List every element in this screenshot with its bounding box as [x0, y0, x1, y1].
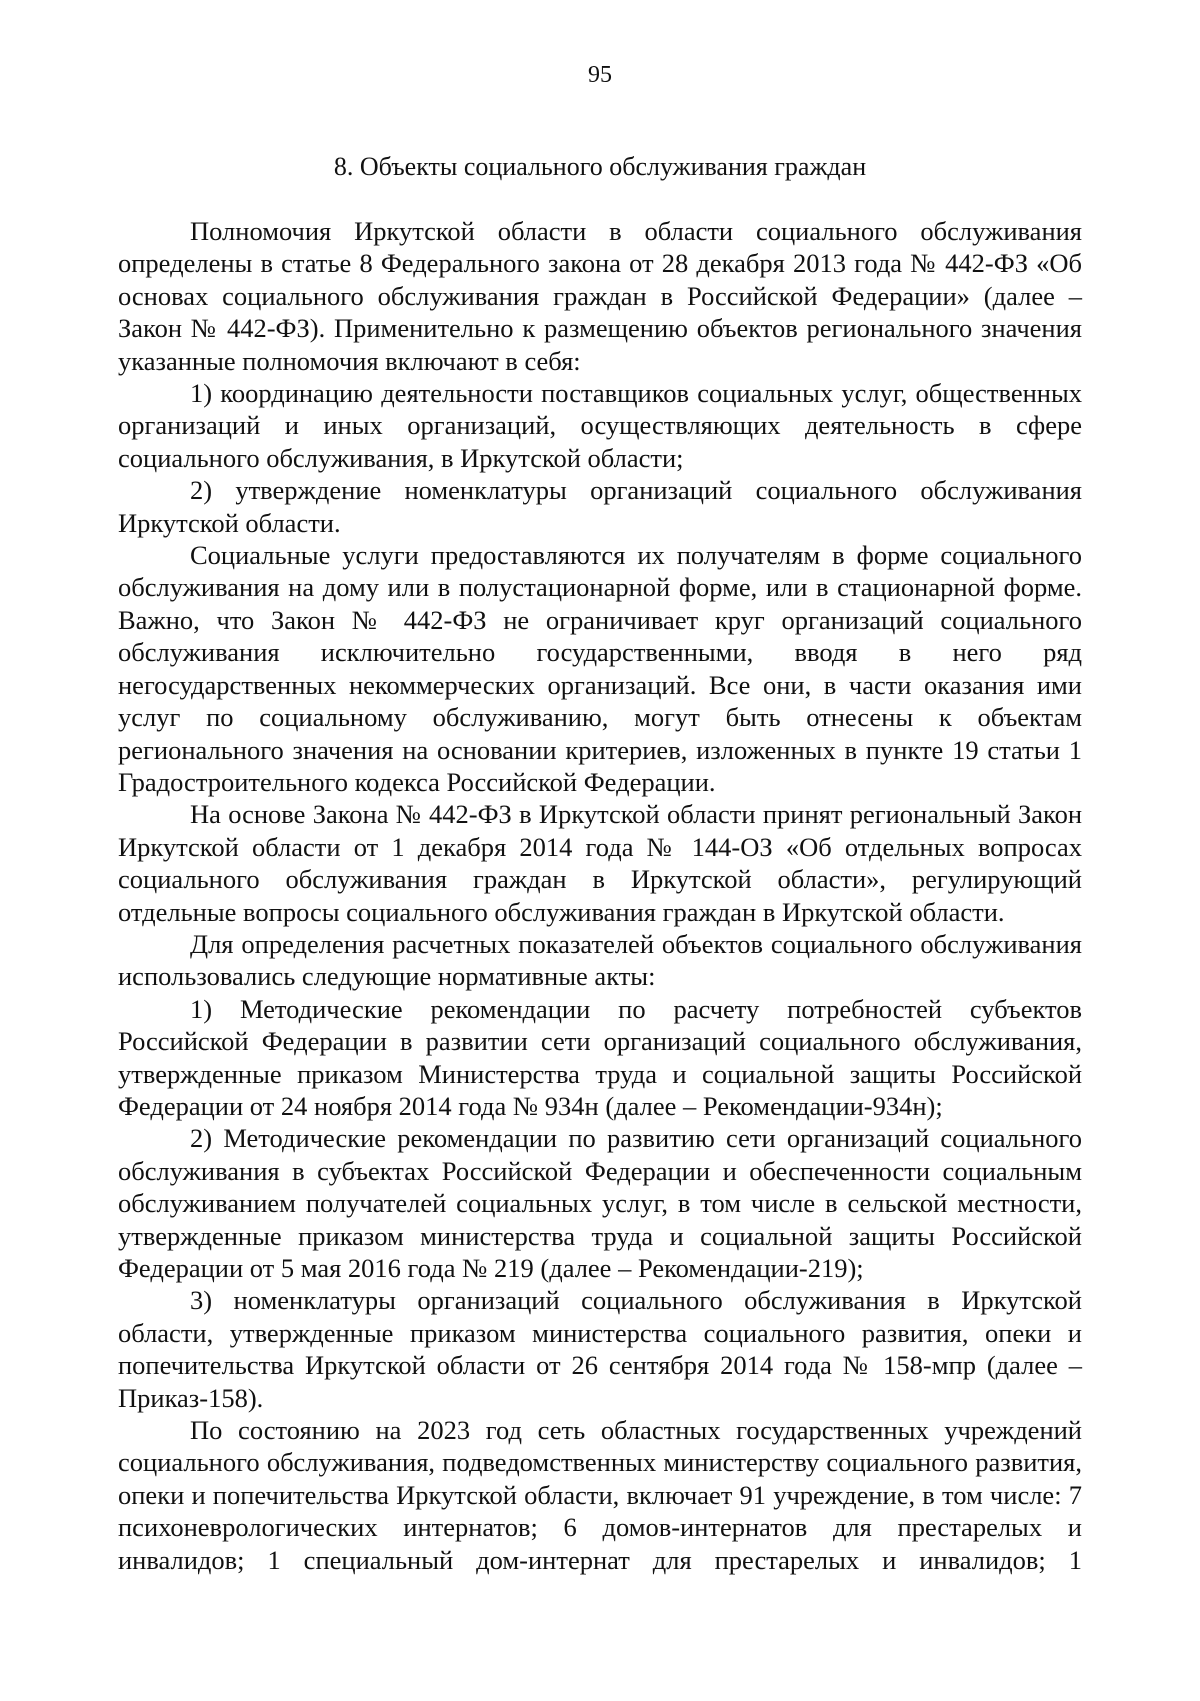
- paragraph: 1) Методические рекомендации по расчету потребностей субъектов Российской Федерации в развитии сети организаций социального обслуживания, утвержденные приказом Министерства труда и социальной защиты Российской Федерации от 24 ноября 2014 года № 934н (далее – Рекомендации-934н);: [118, 993, 1082, 1121]
- section-title: 8. Объекты социального обслуживания граждан: [333, 152, 867, 181]
- document-body: [118, 215, 1082, 1576]
- paragraph: 2) Методические рекомендации по развитию сети организаций социального обслуживания в субъектах Российской Федерации и обеспеченности социальным обслуживанием получателей социальных услуг, в том числе в сельской местности, утвержденные приказом министерства труда и социальной защиты Российской Федерации от 5 мая 2016 года № 219 (далее – Рекомендации-219);: [118, 1123, 1082, 1283]
- paragraph: Социальные услуги предоставляются их получателям в форме социального обслуживания на дому или в полустационарной форме, или в стационарной форме. Важно, что Закон № 442-ФЗ не ограничивает круг организаций социального обслуживания исключительно государственными, вводя в него ряд негосударственных некоммерческих организаций. Все они, в части оказания ими услуг по социальному обслуживанию, могут быть отнесены к объектам регионального значения на основании критериев, изложенных в пункте 19 статьи 1 Градостроительного кодекса Российской Федерации.: [118, 540, 1082, 797]
- page-number: 95: [588, 62, 612, 88]
- paragraph: На основе Закона № 442-ФЗ в Иркутской области принят региональный Закон Иркутской области от 1 декабря 2014 года № 144-ОЗ «Об отдельных вопросах социального обслуживания граждан в Иркутской области», регулирующий отдельные вопросы социального обслуживания граждан в Иркутской области.: [118, 799, 1082, 927]
- paragraph: По состоянию на 2023 год сеть областных государственных учреждений социального обслуживания, подведомственных министерству социального развития, опеки и попечительства Иркутской области, включает 91 учреждение, в том числе: 7 психоневрологических интернатов; 6 домов-интернатов для престарелых и инвалидов; 1 специальный дом-интернат для престарелых и инвалидов; 1: [118, 1415, 1082, 1575]
- paragraph: Полномочия Иркутской области в области социального обслуживания определены в статье 8 Федерального закона от 28 декабря 2013 года № 442-ФЗ «Об основах социального обслуживания граждан в Российской Федерации» (далее – Закон № 442-ФЗ). Применительно к размещению объектов регионального значения указанные полномочия включают в себя:: [118, 216, 1082, 376]
- paragraph: 2) утверждение номенклатуры организаций социального обслуживания Иркутской области.: [118, 475, 1082, 538]
- paragraph: Для определения расчетных показателей объектов социального обслуживания использовались следующие нормативные акты:: [118, 928, 1082, 992]
- paragraph: 3) номенклатуры организаций социального обслуживания в Иркутской области, утвержденные приказом министерства социального развития, опеки и попечительства Иркутской области от 26 сентября 2014 года № 158-мпр (далее – Приказ-158).: [118, 1285, 1082, 1413]
- paragraph: 1) координацию деятельности поставщиков социальных услуг, общественных организаций и иных организаций, осуществляющих деятельность в сфере социального обслуживания, в Иркутской области;: [118, 378, 1082, 473]
